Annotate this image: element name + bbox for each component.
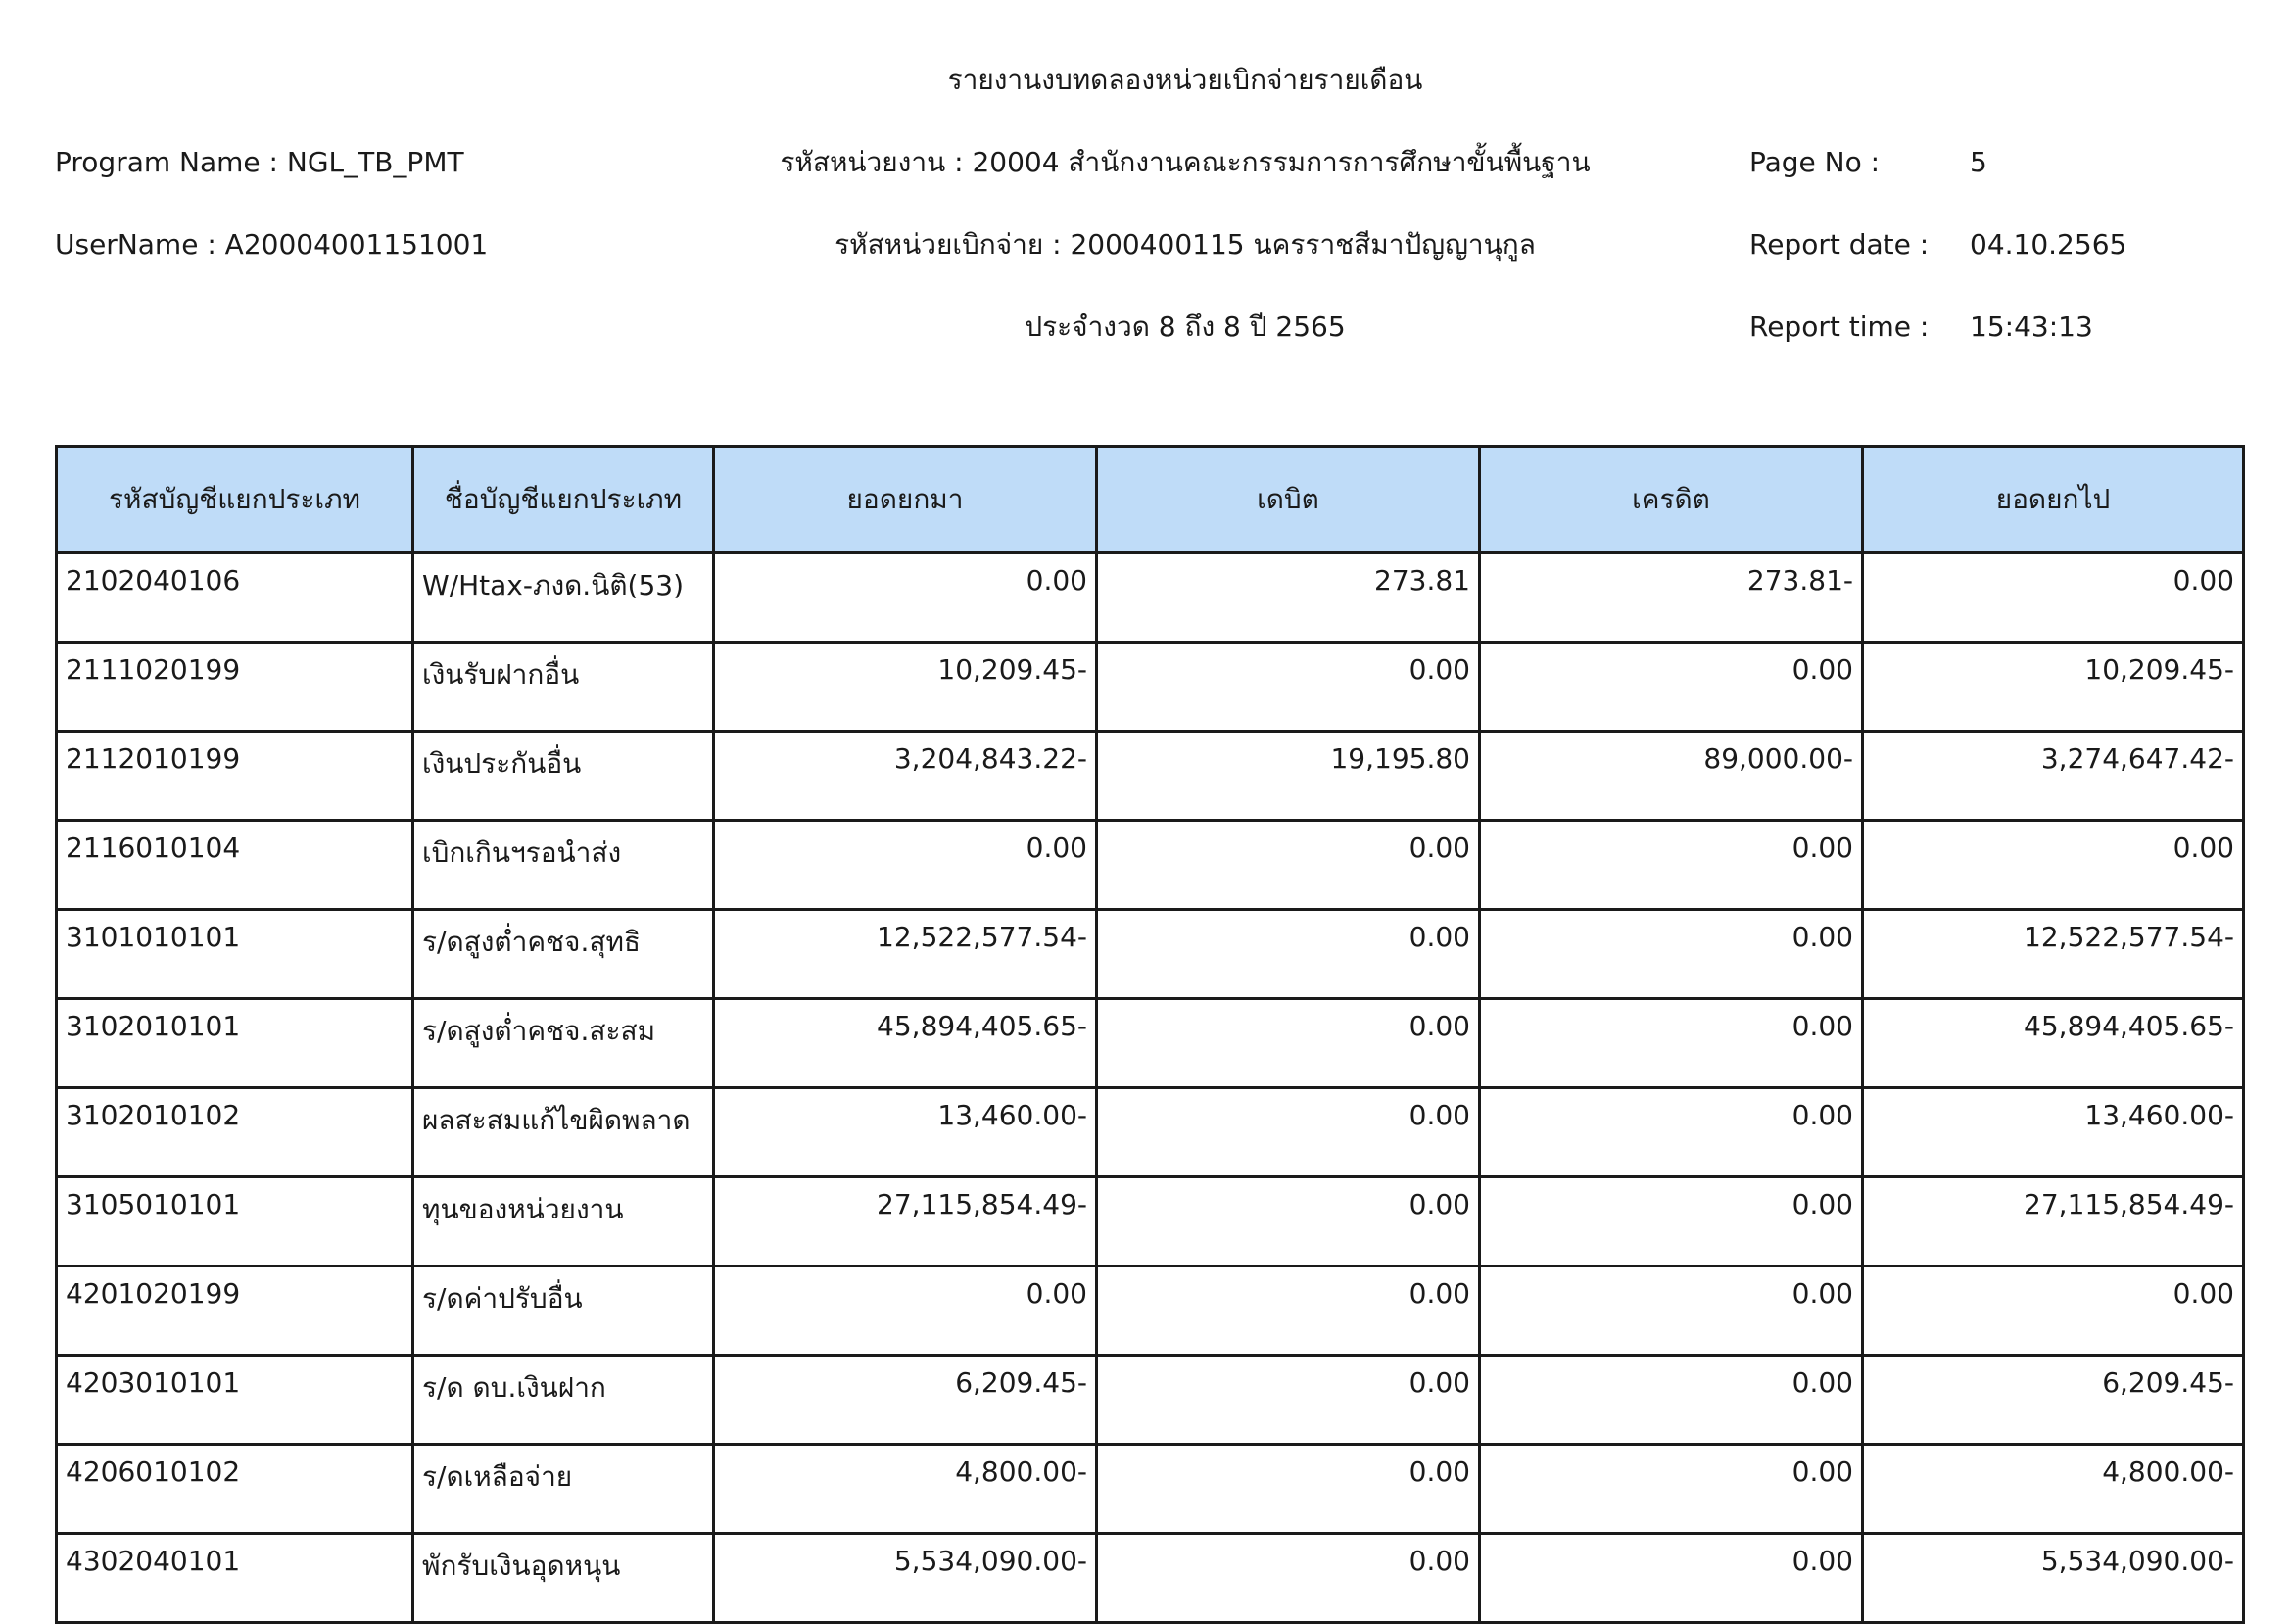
cell-opening-balance: 6,209.45- <box>714 1356 1097 1445</box>
cell-debit: 0.00 <box>1097 999 1480 1088</box>
cell-closing-balance: 13,460.00- <box>1863 1088 2244 1177</box>
cell-account-code: 2102040106 <box>57 553 413 643</box>
cell-account-code: 3102010102 <box>57 1088 413 1177</box>
report-date-value: 04.10.2565 <box>1970 228 2127 261</box>
cell-account-name: ร/ดสูงต่ำคชจ.สุทธิ <box>413 910 714 999</box>
cell-debit: 0.00 <box>1097 821 1480 910</box>
cell-closing-balance: 4,800.00- <box>1863 1445 2244 1534</box>
report-date-label: Report date : <box>1749 228 1930 261</box>
cell-account-name: ร/ด ดบ.เงินฝาก <box>413 1356 714 1445</box>
cell-opening-balance: 3,204,843.22- <box>714 732 1097 821</box>
cell-credit: 0.00 <box>1480 821 1863 910</box>
table-header-row <box>57 447 2244 553</box>
cell-debit: 0.00 <box>1097 1177 1480 1266</box>
report-title: รายงานงบทดลองหน่วยเบิกจ่ายรายเดือน <box>947 64 1423 96</box>
col-header-credit: เครดิต <box>1480 447 1863 553</box>
cell-account-name: ทุนของหน่วยงาน <box>413 1177 714 1266</box>
table-row <box>57 1266 2244 1356</box>
cell-credit: 0.00 <box>1480 999 1863 1088</box>
cell-opening-balance: 0.00 <box>714 553 1097 643</box>
cell-account-name: W/Htax-ภงด.นิติ(53) <box>413 553 714 643</box>
cell-account-code: 3102010101 <box>57 999 413 1088</box>
cell-debit: 0.00 <box>1097 1445 1480 1534</box>
cell-closing-balance: 45,894,405.65- <box>1863 999 2244 1088</box>
cell-credit: 273.81- <box>1480 553 1863 643</box>
cell-opening-balance: 12,522,577.54- <box>714 910 1097 999</box>
cell-closing-balance: 0.00 <box>1863 553 2244 643</box>
table-row <box>57 732 2244 821</box>
cell-account-name: ผลสะสมแก้ไขผิดพลาด <box>413 1088 714 1177</box>
cell-account-code: 4201020199 <box>57 1266 413 1356</box>
cell-debit: 0.00 <box>1097 1534 1480 1623</box>
cell-debit: 0.00 <box>1097 1266 1480 1356</box>
cell-closing-balance: 6,209.45- <box>1863 1356 2244 1445</box>
col-header-opening-balance: ยอดยกมา <box>714 447 1097 553</box>
cell-opening-balance: 0.00 <box>714 821 1097 910</box>
cell-account-name: เบิกเกินฯรอนำส่ง <box>413 821 714 910</box>
cell-closing-balance: 12,522,577.54- <box>1863 910 2244 999</box>
cell-opening-balance: 5,534,090.00- <box>714 1534 1097 1623</box>
cell-credit: 0.00 <box>1480 1356 1863 1445</box>
table-row <box>57 643 2244 732</box>
cell-closing-balance: 10,209.45- <box>1863 643 2244 732</box>
cell-account-name: เงินประกันอื่น <box>413 732 714 821</box>
cell-debit: 0.00 <box>1097 910 1480 999</box>
report-time-value: 15:43:13 <box>1970 310 2093 343</box>
cell-opening-balance: 10,209.45- <box>714 643 1097 732</box>
user-name: UserName : A20004001151001 <box>55 228 489 261</box>
cell-credit: 89,000.00- <box>1480 732 1863 821</box>
col-header-debit: เดบิต <box>1097 447 1480 553</box>
cell-account-name: ร/ดสูงต่ำคชจ.สะสม <box>413 999 714 1088</box>
page-no-label: Page No : <box>1749 146 1881 178</box>
table-row <box>57 821 2244 910</box>
program-name: Program Name : NGL_TB_PMT <box>55 146 464 178</box>
cell-account-code: 4206010102 <box>57 1445 413 1534</box>
cell-account-name: ร/ดเหลือจ่าย <box>413 1445 714 1534</box>
cell-credit: 0.00 <box>1480 910 1863 999</box>
cell-closing-balance: 0.00 <box>1863 1266 2244 1356</box>
table-row <box>57 1088 2244 1177</box>
cell-credit: 0.00 <box>1480 1177 1863 1266</box>
agency-line: รหัสหน่วยงาน : 20004 สำนักงานคณะกรรมการการศึกษาขั้นพื้นฐาน <box>780 146 1591 178</box>
table-row <box>57 1177 2244 1266</box>
cell-debit: 19,195.80 <box>1097 732 1480 821</box>
period-line: ประจำงวด 8 ถึง 8 ปี 2565 <box>1025 310 1346 343</box>
table-row <box>57 1445 2244 1534</box>
table-row <box>57 910 2244 999</box>
table-row <box>57 999 2244 1088</box>
cell-account-code: 2112010199 <box>57 732 413 821</box>
cell-account-code: 2111020199 <box>57 643 413 732</box>
cell-debit: 0.00 <box>1097 1088 1480 1177</box>
cell-debit: 0.00 <box>1097 1356 1480 1445</box>
cell-credit: 0.00 <box>1480 1445 1863 1534</box>
cell-account-name: เงินรับฝากอื่น <box>413 643 714 732</box>
cell-opening-balance: 13,460.00- <box>714 1088 1097 1177</box>
cell-opening-balance: 4,800.00- <box>714 1445 1097 1534</box>
report-time-label: Report time : <box>1749 310 1930 343</box>
cell-closing-balance: 5,534,090.00- <box>1863 1534 2244 1623</box>
cell-credit: 0.00 <box>1480 643 1863 732</box>
cell-account-code: 2116010104 <box>57 821 413 910</box>
trial-balance-table <box>55 445 2245 1624</box>
cell-closing-balance: 27,115,854.49- <box>1863 1177 2244 1266</box>
cell-credit: 0.00 <box>1480 1534 1863 1623</box>
cell-debit: 273.81 <box>1097 553 1480 643</box>
cell-closing-balance: 0.00 <box>1863 821 2244 910</box>
cell-credit: 0.00 <box>1480 1266 1863 1356</box>
col-header-account-code: รหัสบัญชีแยกประเภท <box>57 447 413 553</box>
col-header-account-name: ชื่อบัญชีแยกประเภท <box>413 447 714 553</box>
cell-opening-balance: 0.00 <box>714 1266 1097 1356</box>
table-row <box>57 1534 2244 1623</box>
cell-account-code: 3101010101 <box>57 910 413 999</box>
cell-closing-balance: 3,274,647.42- <box>1863 732 2244 821</box>
cell-debit: 0.00 <box>1097 643 1480 732</box>
cell-account-code: 3105010101 <box>57 1177 413 1266</box>
cell-account-name: พักรับเงินอุดหนุน <box>413 1534 714 1623</box>
cell-account-code: 4302040101 <box>57 1534 413 1623</box>
col-header-closing-balance: ยอดยกไป <box>1863 447 2244 553</box>
disbursement-unit-line: รหัสหน่วยเบิกจ่าย : 2000400115 นครราชสีมาปัญญานุกูล <box>835 228 1536 261</box>
cell-account-code: 4203010101 <box>57 1356 413 1445</box>
cell-opening-balance: 27,115,854.49- <box>714 1177 1097 1266</box>
cell-opening-balance: 45,894,405.65- <box>714 999 1097 1088</box>
table-row <box>57 553 2244 643</box>
page-no-value: 5 <box>1970 146 1987 178</box>
cell-credit: 0.00 <box>1480 1088 1863 1177</box>
cell-account-name: ร/ดค่าปรับอื่น <box>413 1266 714 1356</box>
table-row <box>57 1356 2244 1445</box>
